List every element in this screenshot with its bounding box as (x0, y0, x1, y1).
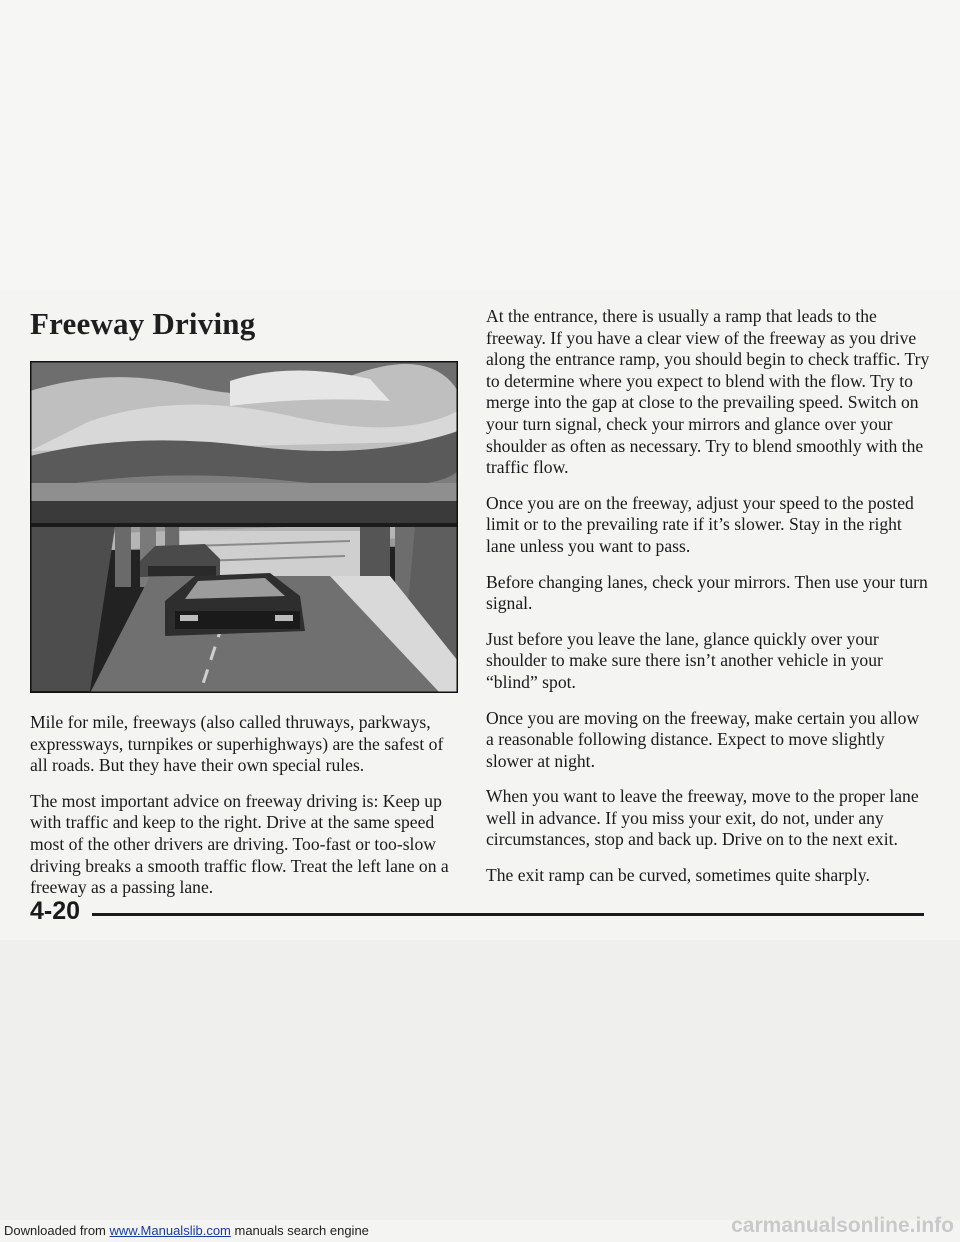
paragraph: The exit ramp can be curved, sometimes quite sharply. (486, 865, 870, 886)
page-top-blank (0, 0, 960, 290)
paragraph: At the entrance, there is usually a ramp that leads to the freeway. If you have a clear view of the freeway as you drive along the entrance ramp, you should begin to check traffic. Try to determine where you expect to blend with the flow. Try to merge into the gap at close to the prevailing speed. Switch on your turn signal, check your mirrors and glance over your shoulder as often as necessary. Try to blend smoothly with the traffic flow. (486, 306, 930, 478)
paragraph: When you want to leave the freeway, move to the proper lane well in advance. If you miss your exit, do not, under any circumstances, stop and back up. Drive on to the next exit. (486, 786, 919, 850)
right-column (486, 306, 931, 901)
paragraph: Mile for mile, freeways (also called thruways, parkways, expressways, turnpikes or superhighways) are the safest of all roads. But they have their own special rules. (30, 712, 444, 776)
page-title: Freeway Driving (30, 306, 256, 341)
left-column (30, 712, 465, 913)
page-bottom-blank (0, 940, 960, 1220)
paragraph: Before changing lanes, check your mirrors. Then use your turn signal. (486, 571, 928, 614)
watermark: carmanualsonline.info (731, 1214, 954, 1237)
manualslib-link[interactable]: www.Manualslib.com (109, 1223, 231, 1238)
paragraph: The most important advice on freeway driving is: Keep up with traffic and keep to the right. Drive at the same speed most of the other drivers are driving. Too-fast or too-slow driving breaks a smooth traffic flow. Treat the left lane on a freeway as a passing lane. (30, 790, 449, 898)
download-notice (4, 1223, 369, 1238)
paragraph: Once you are on the freeway, adjust your speed to the posted limit or to the prevailing rate if it’s slower. Stay in the right lane unless you want to pass. (486, 492, 914, 556)
paragraph: Once you are moving on the freeway, make certain you allow a reasonable following distance. Expect to move slightly slower at night. (486, 707, 920, 771)
footer-divider (92, 913, 924, 916)
download-prefix: Downloaded from (4, 1223, 110, 1238)
download-suffix: manuals search engine (230, 1223, 369, 1238)
paragraph: Just before you leave the lane, glance quickly over your shoulder to make sure there isn’t another vehicle in your “blind” spot. (486, 628, 883, 692)
freeway-overpass-illustration (30, 361, 458, 693)
page-number: 4-20 (30, 897, 81, 925)
